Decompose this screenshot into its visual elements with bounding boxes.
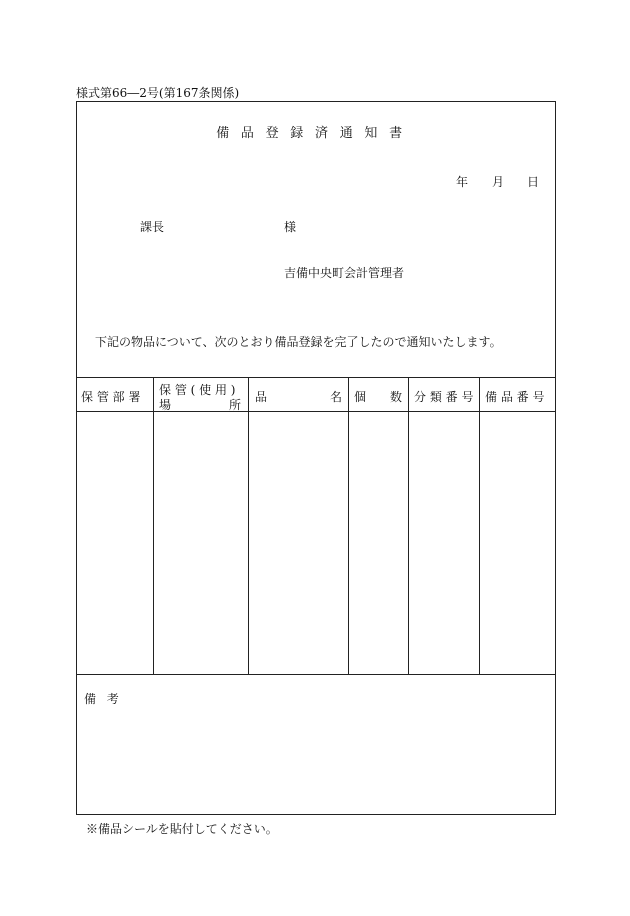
footnote: ※備品シールを貼付してください。 <box>86 822 278 836</box>
document-title: 備品登録済通知書 <box>216 126 414 141</box>
table-header-bottom-border <box>76 411 556 412</box>
recipient-honorific: 様 <box>284 220 297 234</box>
table-bottom-border <box>76 674 556 675</box>
header-quantity <box>354 388 402 405</box>
sender-name: 吉備中央町会計管理者 <box>284 266 405 280</box>
column-divider <box>348 377 349 674</box>
date-day-label: 日 <box>527 175 540 189</box>
column-divider <box>248 377 249 674</box>
header-location-char: 所 <box>228 398 241 412</box>
header-item-name <box>255 388 342 405</box>
table-top-border <box>76 377 556 378</box>
header-location-char: 場 <box>159 398 172 412</box>
header-department: 保 管 部 署 <box>81 390 141 404</box>
column-divider <box>153 377 154 674</box>
date-month-label: 月 <box>492 175 505 189</box>
header-equipment-number: 備 品 番 号 <box>485 390 545 404</box>
header-item-name-char: 名 <box>329 390 342 404</box>
column-divider <box>479 377 480 674</box>
form-number: 様式第66―2号(第167条関係) <box>76 86 240 100</box>
header-quantity-char: 数 <box>389 390 402 404</box>
header-classification-number: 分 類 番 号 <box>414 390 474 404</box>
column-divider <box>408 377 409 674</box>
header-item-name-char: 品 <box>255 390 268 404</box>
remarks-label: 備考 <box>84 692 130 706</box>
date-year-label: 年 <box>456 175 469 189</box>
notice-body-text: 下記の物品について、次のとおり備品登録を完了したので通知いたします。 <box>95 335 502 349</box>
form-frame <box>76 101 556 815</box>
header-location-line1: 保 管 ( 使 用 ) <box>159 383 236 397</box>
recipient-title: 課長 <box>140 220 165 234</box>
header-quantity-char: 個 <box>354 390 367 404</box>
header-location-line2 <box>159 396 241 413</box>
